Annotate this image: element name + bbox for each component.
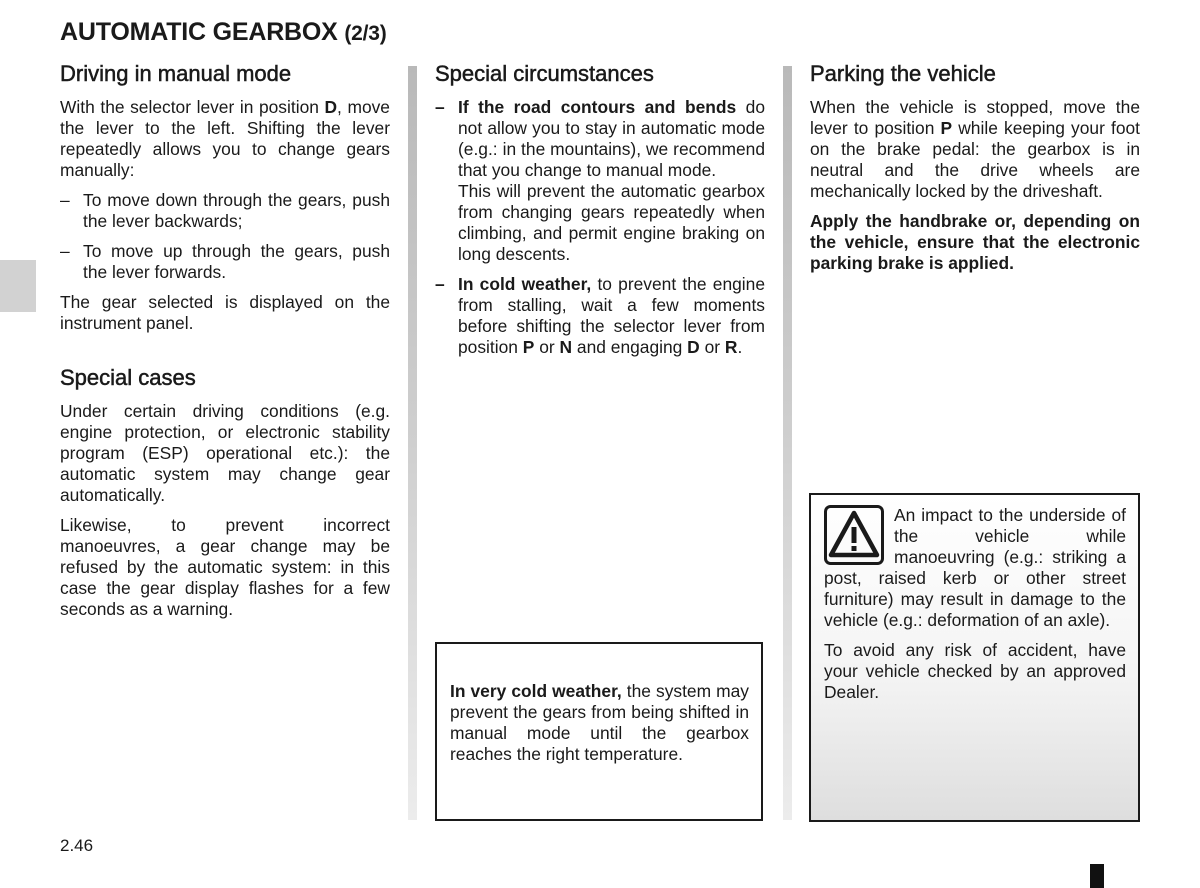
heading-special-circumstances: Special circumstances [435,61,654,86]
chapter-tab [0,260,36,312]
list-dash: – [60,241,70,261]
list-dash: – [435,274,445,294]
paragraph-engine-braking: This will prevent the automatic gearbox from changing gears repeatedly when climbing, and permit engine braking on long descents. [458,181,765,264]
column-special-circumstances [435,60,765,358]
page-title [60,18,387,47]
list-item-cold-weather: – In cold weather, to prevent the engine from stalling, wait a few moments before shifting the selector lever from position P or N and engaging D or R. [435,274,765,357]
heading-driving-manual-mode: Driving in manual mode [60,61,292,86]
paragraph-gear-refusal: Likewise, to prevent incorrect manoeuvres, a gear change may be refused by the automatic system: in this case the gear display flashes for a few seconds as a warning. [60,515,390,619]
page-corner-mark [1090,864,1104,888]
warning-box-underbody-impact [809,493,1140,822]
list-dash: – [60,190,70,210]
list-dash: – [435,97,445,117]
list-item-down-gears: – To move down through the gears, push the lever backwards; [60,190,390,231]
paragraph-manual-intro: With the selector lever in position D, move the lever to the left. Shifting the lever repeatedly allows you to change gears manually: [60,97,390,180]
page-title-part: (2/3) [344,22,387,45]
paragraph-handbrake: Apply the handbrake or, depending on the vehicle, ensure that the electronic parking brake is applied. [810,211,1140,273]
paragraph-special-conditions: Under certain driving conditions (e.g. engine protection, or electronic stability program (ESP) operational etc.): the automatic system may change gear automatically. [60,401,390,505]
warning-text-dealer-check: To avoid any risk of accident, have your vehicle checked by an approved Dealer. [824,640,1126,702]
column-divider-2 [783,66,792,820]
list-item-road-contours: – If the road contours and bends do not allow you to stay in automatic mode (e.g.: in the mountains), we recommend that you change to manual mode. This will prevent the automatic gearbox from changing gears repeatedly when climbing, and permit engine braking on long descents. [435,97,766,264]
column-divider-1 [408,66,417,820]
warning-triangle-icon [824,505,884,565]
paragraph-gear-display: The gear selected is displayed on the instrument panel. [60,292,390,333]
heading-parking-the-vehicle: Parking the vehicle [810,61,996,86]
paragraph-parking-procedure: When the vehicle is stopped, move the lever to position P while keeping your foot on the brake pedal: the gearbox is in neutral and the drive wheels are mechanically locked by the driveshaft. [810,97,1140,201]
column-parking [810,60,1140,274]
page-number: 2.46 [60,836,94,855]
list-item-up-gears: – To move up through the gears, push the lever forwards. [60,241,390,282]
warning-text-impact: An impact to the underside of the vehicle while manoeuvring (e.g.: striking a post, raised kerb or other street furniture) may result in damage to the vehicle (e.g.: deformation of an axle). [824,505,1126,630]
page-title-main: AUTOMATIC GEARBOX [60,18,338,46]
heading-special-cases: Special cases [60,365,196,390]
note-very-cold-weather: In very cold weather, the system may prevent the gears from being shifted in manual mode until the gearbox reaches the right temperature. [450,681,749,764]
column-manual-mode [60,60,390,620]
note-box-very-cold-weather [435,642,763,821]
